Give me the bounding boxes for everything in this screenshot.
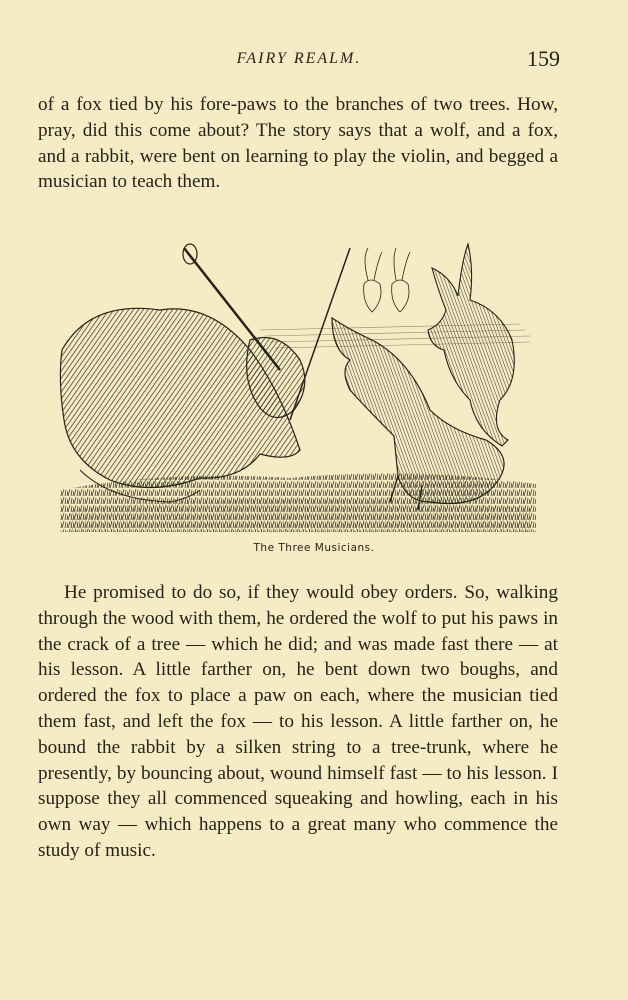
paragraph-intro: of a fox tied by his fore-paws to the branches of two trees. How, pray, did this come about? The story says that a wolf, and a fox, and a rabbit, were bent on learning to play the violin, and begged a musician to teach them.: [38, 94, 558, 193]
wolf: [60, 308, 300, 487]
paragraph-story: He promised to do so, if they would obey orders. So, walking through the wood with them, he ordered the wolf to put his paws in the crack of a tree — which he did; and was made fast there — at his lesson. A little farther on, he bent down two boughs, and ordered the fox to place a paw on each, where the musician tied them fast, and left the fox — to his lesson. A little farther on, he bound the rabbit by a silken string to a tree-trunk, where he presently, by bouncing about, wound himself fast — to his lesson. I suppose they all commenced squeaking and howling, each in his own way — which happens to a great many who commence the study of music.: [38, 582, 558, 861]
rabbit: [428, 244, 514, 446]
three-musicians-engraving: [50, 240, 540, 532]
page-number: 159: [527, 46, 560, 71]
running-title: FAIRY REALM.: [236, 50, 362, 67]
illustration-caption: The Three Musicians.: [253, 542, 375, 554]
distant-rabbits: [364, 248, 410, 312]
page-header: [38, 46, 560, 76]
